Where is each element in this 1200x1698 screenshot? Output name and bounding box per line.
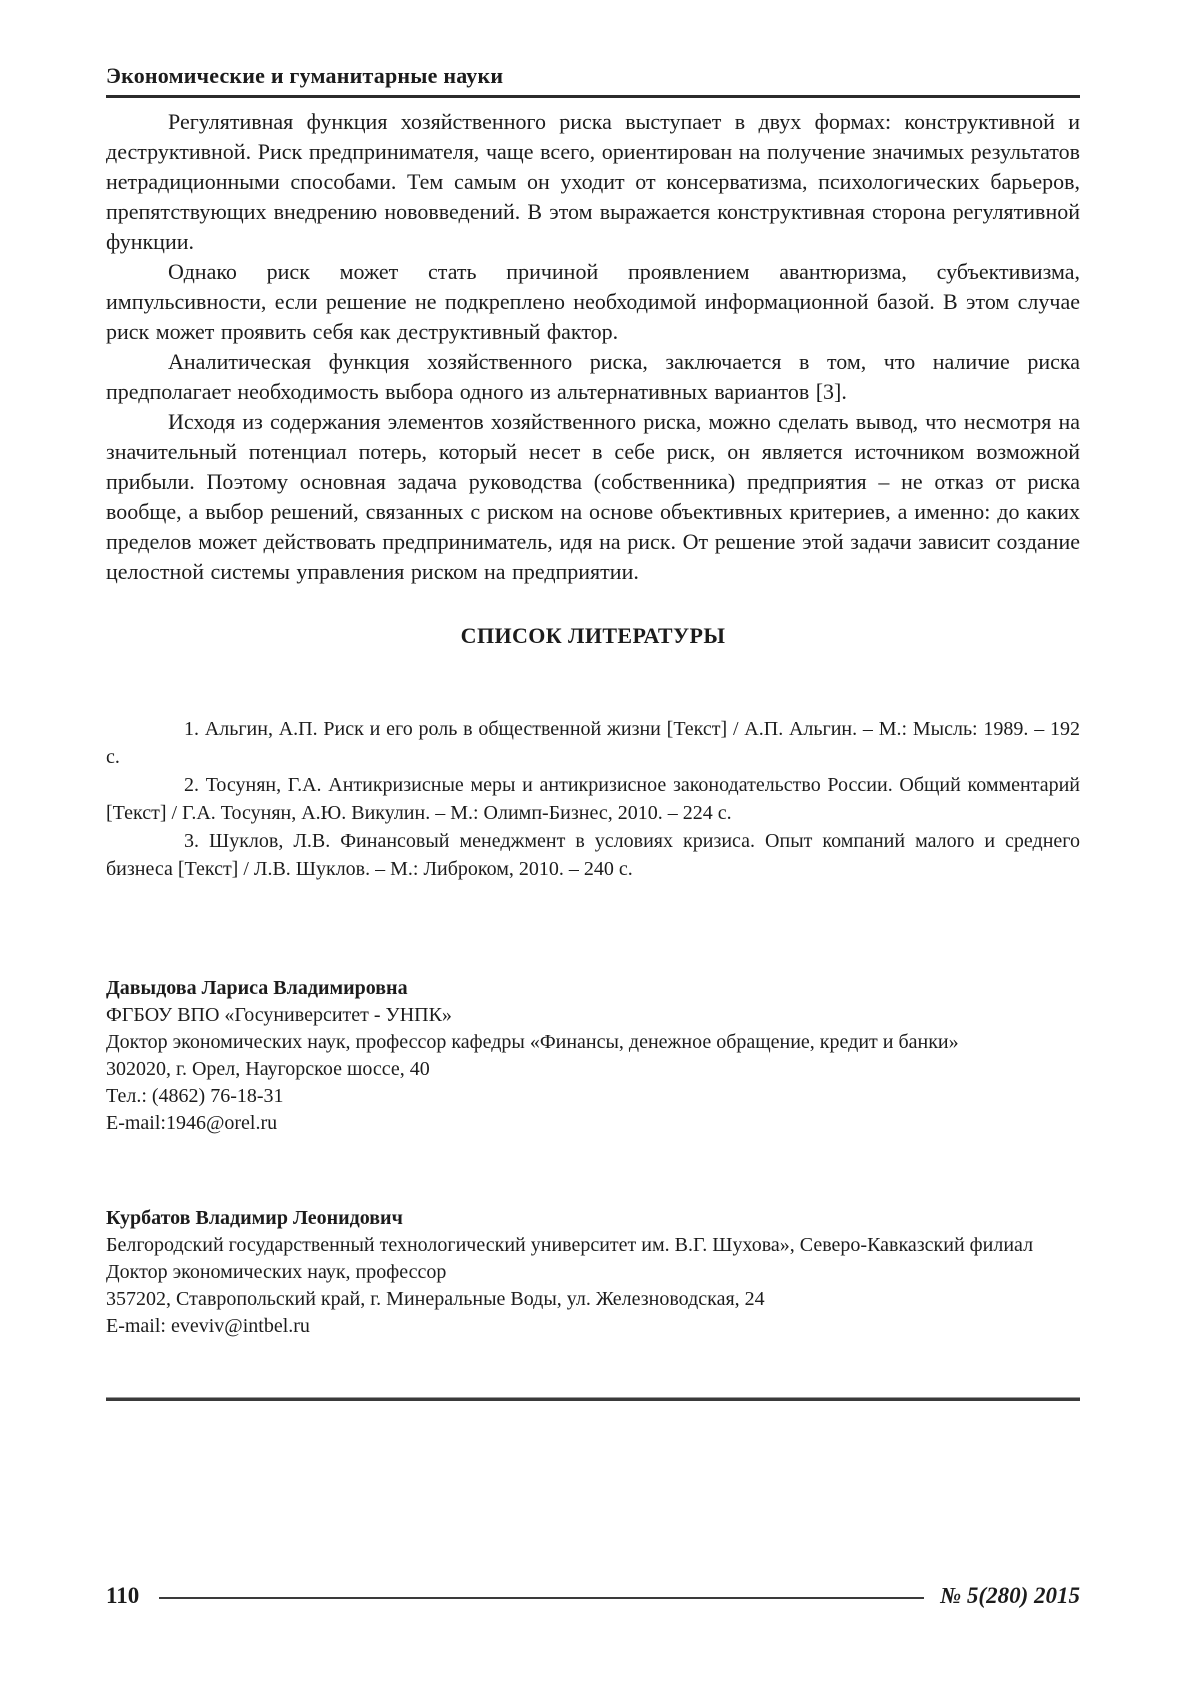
paragraph: Однако риск может стать причиной проявлением авантюризма, субъективизма, импульсивности, если решение не подкреплено необходимой информационной базой. В этом случае риск может проявить себя как деструктивный фактор. xyxy=(106,259,1080,344)
author-name: Давыдова Лариса Владимировна xyxy=(106,977,408,999)
paragraph: Аналитическая функция хозяйственного риска, заключается в том, что наличие риска предполагает необходимость выбора одного из альтернативных вариантов [3]. xyxy=(106,349,1080,404)
page-number: 110 xyxy=(106,1583,140,1608)
page-footer xyxy=(106,1583,1080,1609)
author-email: E-mail:1946@orel.ru xyxy=(106,1112,278,1134)
author-degree: Доктор экономических наук, профессор кафедры «Финансы, денежное обращение, кредит и банки» xyxy=(106,1031,959,1053)
article-body xyxy=(106,107,1080,587)
author-address: 302020, г. Орел, Наугорское шоссе, 40 xyxy=(106,1058,430,1080)
bibliography-heading: СПИСОК ЛИТЕРАТУРЫ xyxy=(460,623,726,648)
author-phone: Тел.: (4862) 76-18-31 xyxy=(106,1085,284,1107)
author-name: Курбатов Владимир Леонидович xyxy=(106,1207,403,1229)
bibliography-list xyxy=(106,715,1080,883)
footer-divider-line xyxy=(159,1597,924,1599)
paragraph: Исходя из содержания элементов хозяйственного риска, можно сделать вывод, что несмотря на значительный потенциал потерь, который несет в себе риск, он является источником возможной прибыли. Поэтому основная задача руководства (собственника) предприятия – не отказ от риска вообще, а выбор решений, связанных с риском на основе объективных критериев, а именно: до каких пределов может действовать предприниматель, идя на риск. От решение этой задачи зависит создание целостной системы управления риском на предприятии. xyxy=(106,409,1080,584)
bibliography-item: 2. Тосунян, Г.А. Антикризисные меры и антикризисное законодательство России. Общий комментарий [Текст] / Г.А. Тосунян, А.Ю. Викулин. – М.: Олимп-Бизнес, 2010. – 224 с. xyxy=(106,774,1080,824)
author-affiliation: ФГБОУ ВПО «Госуниверситет - УНПК» xyxy=(106,1004,452,1026)
bibliography-item: 3. Шуклов, Л.В. Финансовый менеджмент в условиях кризиса. Опыт компаний малого и среднего бизнеса [Текст] / Л.В. Шуклов. – М.: Либроком, 2010. – 240 с. xyxy=(106,830,1080,880)
running-head: Экономические и гуманитарные науки xyxy=(106,62,1080,98)
paragraph: Регулятивная функция хозяйственного риска выступает в двух формах: конструктивной и деструктивной. Риск предпринимателя, чаще всего, ориентирован на получение значимых результатов нетрадиционными способами. Тем самым он уходит от консерватизма, психологических барьеров, препятствующих внедрению нововведений. В этом выражается конструктивная сторона регулятивной функции. xyxy=(106,109,1080,254)
bibliography-item: 1. Альгин, А.П. Риск и его роль в общественной жизни [Текст] / А.П. Альгин. – М.: Мысль: 1989. – 192 с. xyxy=(106,718,1080,768)
author-affiliation: Белгородский государственный технологический университет им. В.Г. Шухова», Северо-Кавказский филиал xyxy=(106,1234,1034,1256)
end-of-article-rule xyxy=(106,1397,1080,1401)
author-degree: Доктор экономических наук, профессор xyxy=(106,1261,447,1283)
author-address: 357202, Ставропольский край, г. Минеральные Воды, ул. Железноводская, 24 xyxy=(106,1288,765,1310)
issue-label: № 5(280) 2015 xyxy=(940,1583,1080,1608)
author-info-block xyxy=(106,975,1080,1137)
author-info-block xyxy=(106,1205,1080,1340)
author-email: E-mail: eveviv@intbel.ru xyxy=(106,1315,310,1337)
